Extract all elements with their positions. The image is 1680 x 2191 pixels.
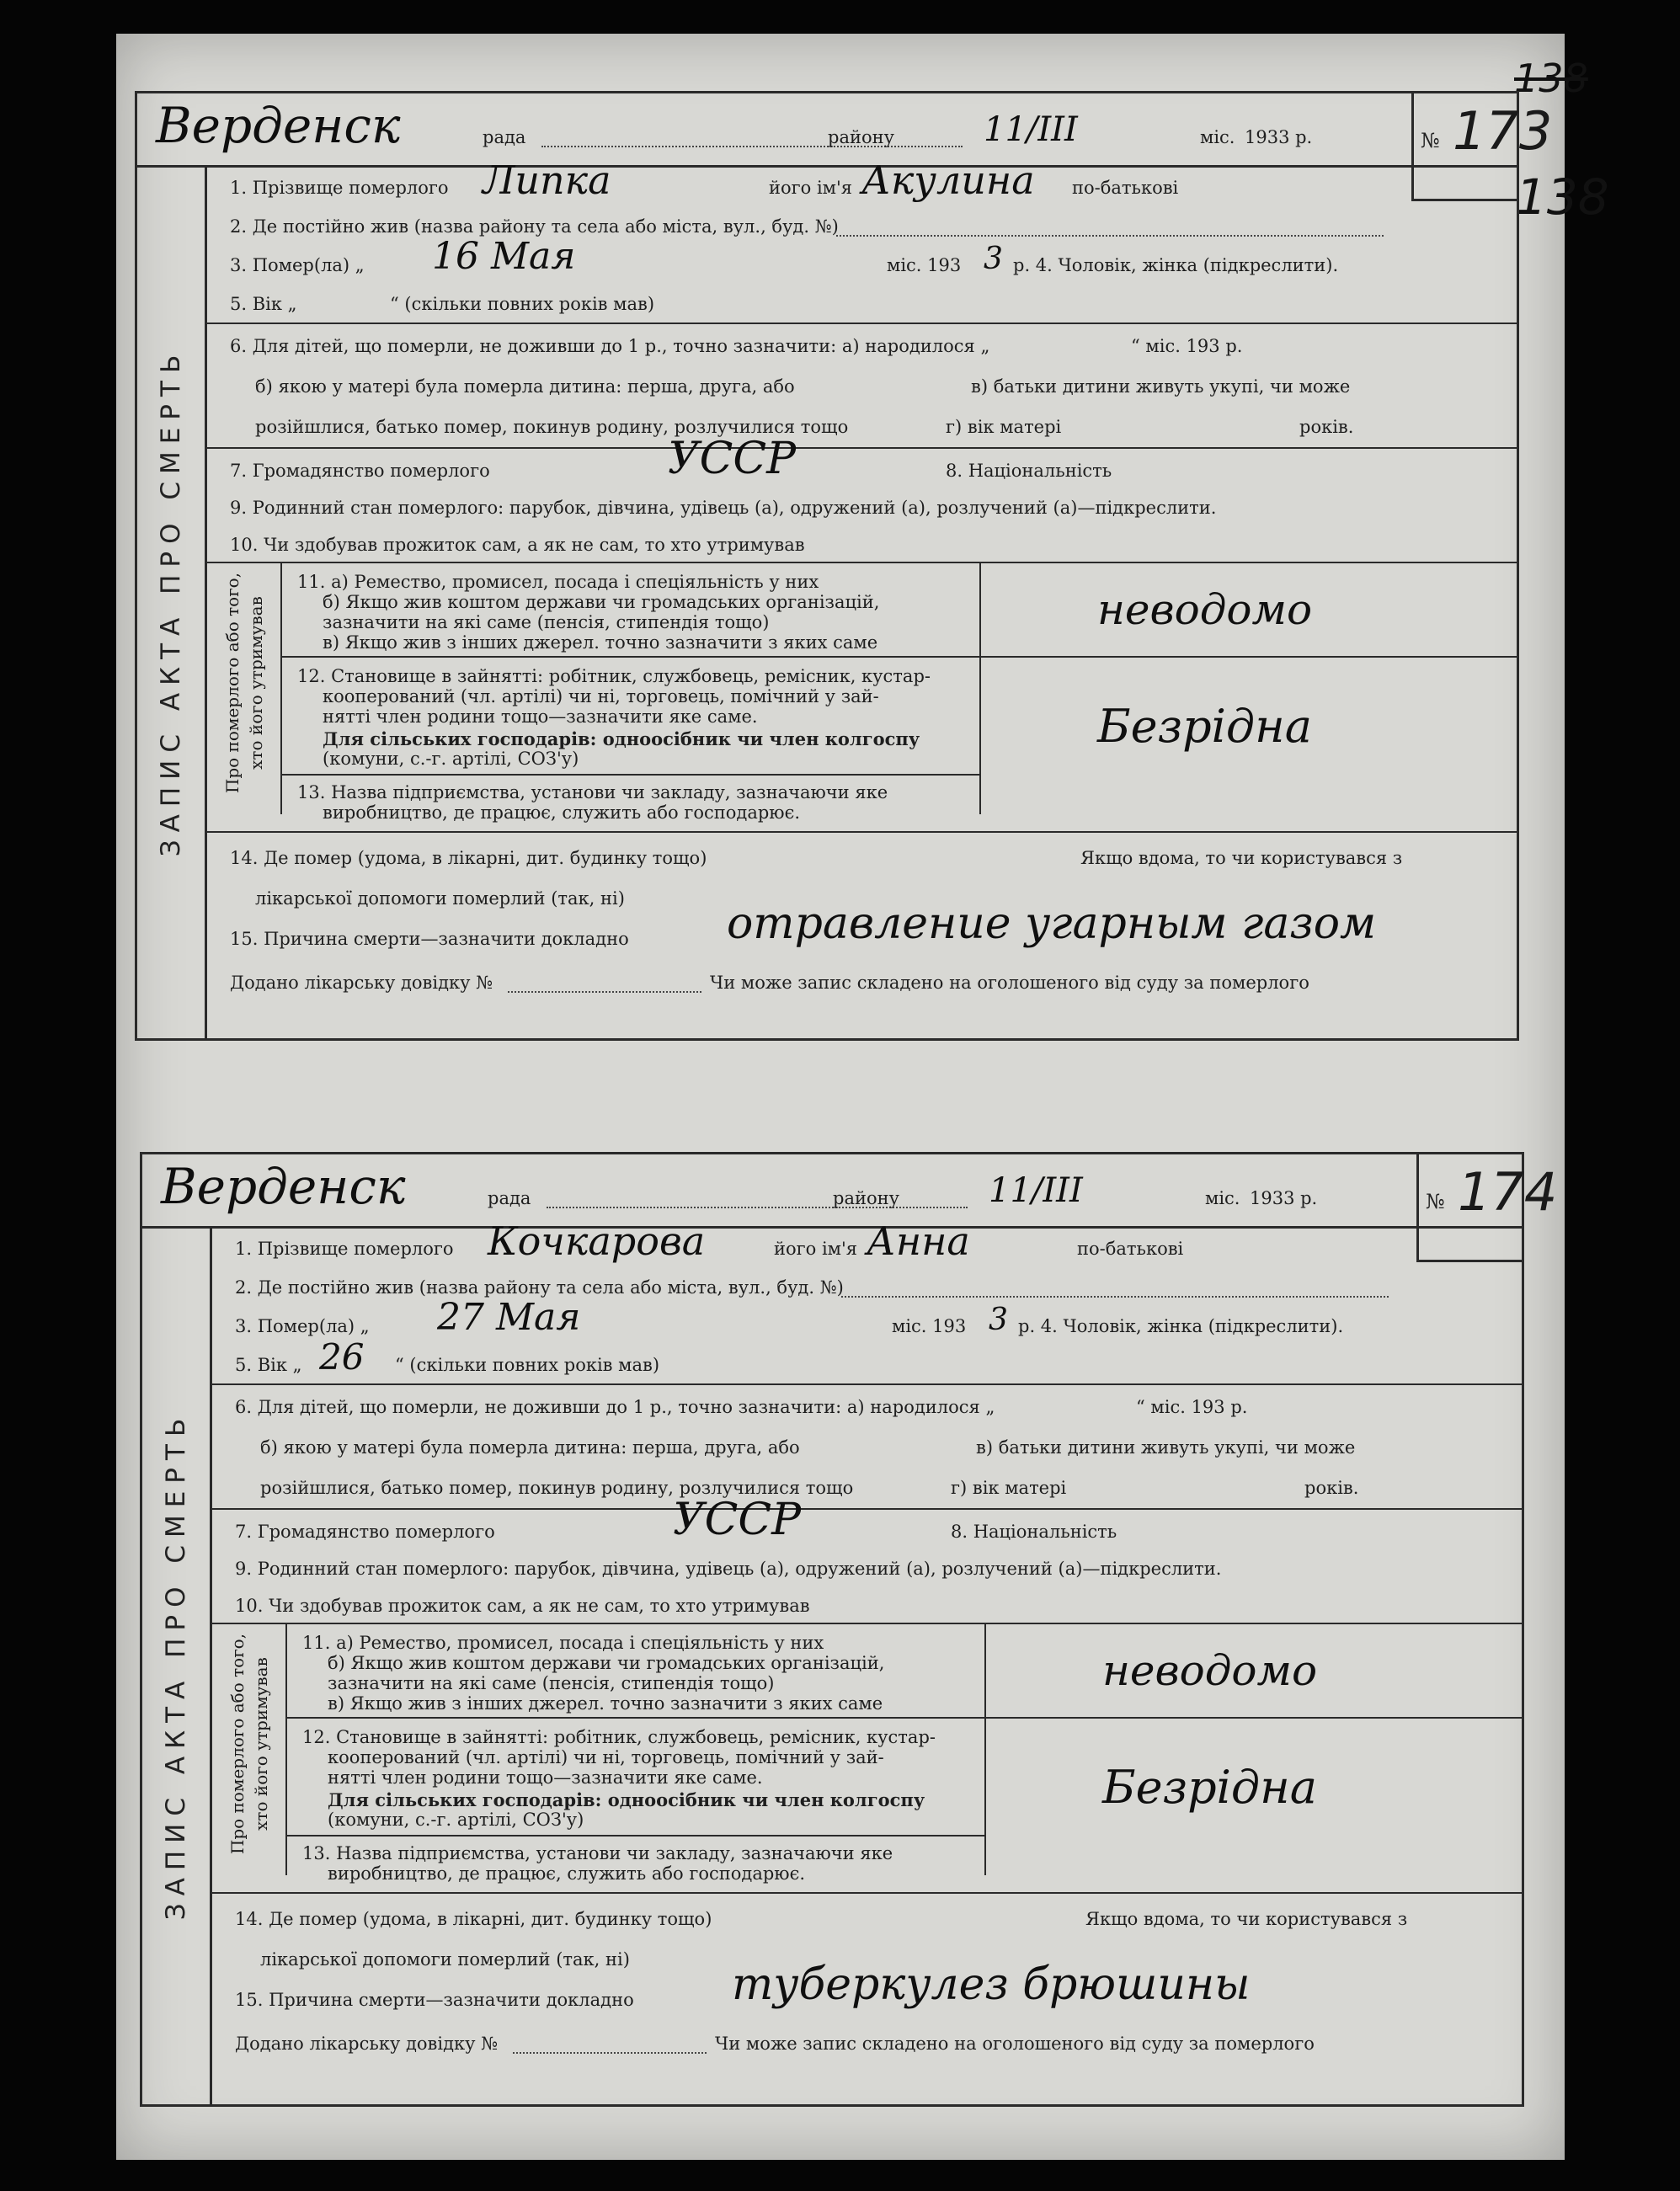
line-1-surname-label: 1. Прізвище померлого [230, 178, 449, 198]
line-6-years: років. [1304, 1478, 1359, 1498]
line-11a: 11. а) Ремество, промисел, посада і спеціяльність у них [302, 1633, 824, 1653]
line-16-certificate: Додано лікарську довідку № [230, 973, 493, 993]
occupation-handwritten: неводомо [1102, 1646, 1318, 1695]
line-6-born-month: “ міс. 193 р. [1131, 336, 1243, 356]
death-year-handwritten: 3 [989, 1303, 1008, 1337]
line-14a: 14. Де помер (удома, в лікарні, дит. будинку тощо) [235, 1909, 712, 1929]
age-handwritten: 26 [319, 1336, 365, 1378]
line-3-sex-label: р. 4. Чоловік, жінка (підкреслити). [1013, 255, 1339, 275]
number-label: № [1421, 129, 1440, 152]
margin-page-number: 138 [1516, 168, 1609, 226]
line-13a: 13. Назва підприємства, установи чи закладу, зазначаючи яке [297, 782, 888, 802]
line-6-which-child: б) якою у матері була померла дитина: перша, друга, або [260, 1437, 800, 1458]
line-9-marital: 9. Родинний стан померлого: парубок, дівчина, удівець (а), одружений (а), розлучений (а)—підкреслити. [235, 1559, 1222, 1579]
line-9-marital: 9. Родинний стан померлого: парубок, дівчина, удівець (а), одружений (а), розлучений (а)—підкреслити. [230, 498, 1217, 518]
surname-handwritten: Липка [483, 157, 611, 203]
line-6-years: років. [1299, 417, 1354, 437]
line-3-sex-label: р. 4. Чоловік, жінка (підкреслити). [1018, 1316, 1344, 1336]
side-title-column [142, 1226, 212, 2104]
year-label: 1933 р. [1245, 127, 1313, 147]
death-date-handwritten: 16 Мая [432, 235, 576, 278]
line-12e: (комуни, с.-г. артілі, СОЗ'у) [323, 749, 579, 769]
line-7-citizenship-label: 7. Громадянство померлого [230, 461, 490, 481]
line-13b: виробництво, де працює, служить або господарює. [328, 1863, 806, 1884]
line-12a: 12. Становище в зайнятті: робітник, службовець, ремісник, кустар- [297, 666, 931, 686]
surname-handwritten: Кочкарова [488, 1218, 706, 1264]
month-label: міс. [1205, 1188, 1240, 1208]
death-date-handwritten: 27 Мая [437, 1296, 581, 1339]
death-record-173 [135, 91, 1553, 1041]
line-6-which-child: б) якою у матері була померла дитина: перша, друга, або [255, 376, 795, 397]
line-11a: 11. а) Ремество, промисел, посада і спеціяльність у них [297, 572, 819, 592]
line-16-court: Чи може запис складено на оголошеного від суду за померлого [710, 973, 1309, 993]
record-number-box [1411, 93, 1553, 201]
side-note-1: Про померлого або того, [227, 1633, 248, 1855]
line-10-livelihood: 10. Чи здобував прожиток сам, а як не сам, то хто утримував [230, 535, 805, 555]
citizenship-handwritten: УССР [673, 1495, 802, 1545]
line-16-certificate: Додано лікарську довідку № [235, 2034, 499, 2054]
line-1-name-label: його ім'я [769, 178, 853, 198]
line-13a: 13. Назва підприємства, установи чи закладу, зазначаючи яке [302, 1843, 893, 1863]
village-council-handwritten: Верденск [161, 1158, 406, 1215]
side-note-2: хто його утримував [246, 596, 266, 770]
line-14c: лікарської допомоги померлий (так, ні) [260, 1949, 630, 1970]
village-council-handwritten: Верденск [156, 97, 401, 154]
rada-label: рада [488, 1188, 531, 1208]
rayon-handwritten: 11/III [984, 110, 1078, 149]
line-1-patronymic-label: по-батькові [1072, 178, 1179, 198]
line-12d: Для сільських господарів: одноосібник чи член колгоспу [328, 1789, 925, 1810]
status-handwritten: Безрідна [1097, 700, 1312, 753]
line-8-nationality-label: 8. Національність [951, 1522, 1117, 1542]
line-15-cause-label: 15. Причина смерти—зазначити докладно [235, 1990, 634, 2010]
line-6-children: 6. Для дітей, що померли, не доживши до 1 р., точно зазначити: а) народилося „ [235, 1397, 995, 1417]
margin-number-crossed: 138 [1514, 56, 1588, 101]
line-11c: зазначити на які саме (пенсія, стипендія тощо) [323, 612, 770, 632]
line-12d: Для сільських господарів: одноосібник чи член колгоспу [323, 728, 920, 749]
line-1-surname-label: 1. Прізвище померлого [235, 1239, 454, 1259]
citizenship-handwritten: УССР [668, 434, 797, 484]
line-3-died-label: 3. Помер(ла) „ [230, 255, 365, 275]
side-title: ЗАПИС АКТА ПРО СМЕРТЬ [161, 1410, 191, 1920]
death-year-handwritten: 3 [984, 242, 1003, 276]
line-13b: виробництво, де працює, служить або господарює. [323, 802, 801, 823]
line-14b: Якщо вдома, то чи користувався з [1085, 1909, 1408, 1929]
line-14b: Якщо вдома, то чи користувався з [1080, 848, 1403, 868]
number-label: № [1426, 1190, 1445, 1213]
record-header [137, 93, 1517, 168]
line-6-separated: розійшлися, батько помер, покинув родину, розлучилися тощо [255, 417, 849, 437]
line-10-livelihood: 10. Чи здобував прожиток сам, а як не сам, то хто утримував [235, 1596, 810, 1616]
line-11b: б) Якщо жив коштом держави чи громадських організацій, [323, 592, 880, 612]
line-12e: (комуни, с.-г. артілі, СОЗ'у) [328, 1810, 584, 1830]
line-12b: кооперований (чл. артілі) чи ні, торговець, помічний у зай- [323, 686, 879, 706]
line-14c: лікарської допомоги померлий (так, ні) [255, 888, 625, 909]
record-number: 173 [1453, 100, 1553, 162]
side-title: ЗАПИС АКТА ПРО СМЕРТЬ [156, 347, 186, 856]
year-label: 1933 р. [1250, 1188, 1318, 1208]
status-handwritten: Безрідна [1102, 1761, 1317, 1814]
rayon-label: району [828, 127, 894, 147]
line-2-residence: 2. Де постійно жив (назва району та села або міста, вул., буд. №) [230, 216, 839, 237]
line-8-nationality-label: 8. Національність [946, 461, 1112, 481]
line-16-court: Чи може запис складено на оголошеного від суду за померлого [715, 2034, 1315, 2054]
line-6-parents: в) батьки дитини живуть укупі, чи може [976, 1437, 1356, 1458]
record-header [142, 1154, 1522, 1229]
line-12b: кооперований (чл. артілі) чи ні, торговець, помічний у зай- [328, 1747, 884, 1767]
first-name-handwritten: Акулина [861, 157, 1035, 203]
line-15-cause-label: 15. Причина смерти—зазначити докладно [230, 929, 629, 949]
line-3-died-label: 3. Помер(ла) „ [235, 1316, 370, 1336]
side-note-2: хто його утримував [251, 1657, 271, 1831]
rada-label: рада [483, 127, 526, 147]
rayon-label: району [833, 1188, 899, 1208]
death-record-174 [140, 1152, 1558, 2107]
first-name-handwritten: Анна [867, 1218, 970, 1264]
line-6-born-month: “ міс. 193 р. [1136, 1397, 1248, 1417]
line-14a: 14. Де помер (удома, в лікарні, дит. будинку тощо) [230, 848, 707, 868]
side-note-1: Про померлого або того, [222, 572, 243, 794]
line-11d: в) Якщо жив з інших джерел. точно зазначити з яких саме [328, 1693, 883, 1714]
line-12c: нятті член родини тощо—зазначити яке саме. [328, 1767, 763, 1788]
line-6-children: 6. Для дітей, що померли, не доживши до 1 р., точно зазначити: а) народилося „ [230, 336, 990, 356]
cause-handwritten: отравление угарным газом [727, 898, 1377, 949]
cause-handwritten: туберкулез брюшины [732, 1959, 1251, 2010]
line-12a: 12. Становище в зайнятті: робітник, службовець, ремісник, кустар- [302, 1727, 936, 1747]
month-label: міс. [1200, 127, 1235, 147]
line-1-patronymic-label: по-батькові [1077, 1239, 1184, 1259]
occupation-handwritten: неводомо [1097, 585, 1313, 634]
line-5-age-label: 5. Вік „ [235, 1355, 302, 1375]
line-11b: б) Якщо жив коштом держави чи громадських організацій, [328, 1653, 885, 1673]
line-11c: зазначити на які саме (пенсія, стипендія тощо) [328, 1673, 775, 1693]
line-6-separated: розійшлися, батько помер, покинув родину, розлучилися тощо [260, 1478, 854, 1498]
line-5-age-label: 5. Вік „ [230, 294, 297, 314]
line-12c: нятті член родини тощо—зазначити яке саме. [323, 706, 758, 727]
record-number-box [1416, 1154, 1558, 1262]
line-6-parents: в) батьки дитини живуть укупі, чи може [971, 376, 1351, 397]
line-1-name-label: його ім'я [774, 1239, 858, 1259]
line-3-month-label: міс. 193 [887, 255, 962, 275]
side-title-column [137, 165, 207, 1038]
line-5-age-note: “ (скільки повних років мав) [390, 294, 655, 314]
line-6-mother-age: г) вік матері [951, 1478, 1067, 1498]
line-7-citizenship-label: 7. Громадянство померлого [235, 1522, 495, 1542]
rayon-handwritten: 11/III [989, 1171, 1083, 1210]
line-11d: в) Якщо жив з інших джерел. точно зазначити з яких саме [323, 632, 878, 653]
line-6-mother-age: г) вік матері [946, 417, 1062, 437]
line-3-month-label: міс. 193 [892, 1316, 967, 1336]
record-number: 174 [1458, 1161, 1558, 1223]
line-5-age-note: “ (скільки повних років мав) [395, 1355, 660, 1375]
line-2-residence: 2. Де постійно жив (назва району та села або міста, вул., буд. №) [235, 1277, 844, 1298]
